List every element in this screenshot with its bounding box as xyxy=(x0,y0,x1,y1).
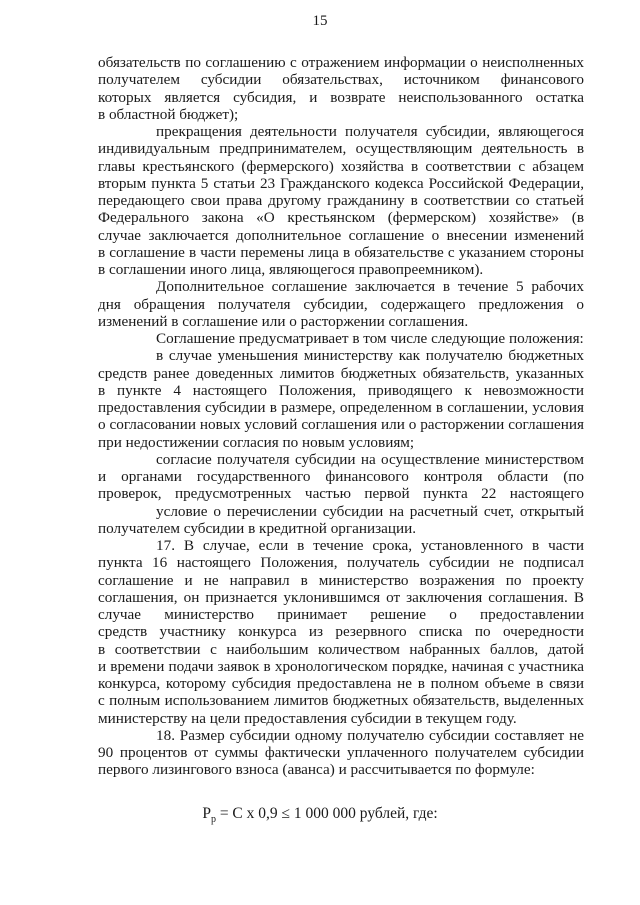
text-line: пункта 16 настоящего Положения, получатель субсидии не подписал xyxy=(98,554,584,572)
text-line: конкурса, которому субсидия предоставлена не в полном объеме в связи xyxy=(98,675,584,692)
subsidy-formula xyxy=(0,805,640,825)
text-line: 17. В случае, если в течение срока, установленного в части xyxy=(156,537,584,554)
paragraph xyxy=(98,451,584,503)
paragraph xyxy=(98,727,584,779)
text-line: министерству на цели предоставления субсидии в текущем году. xyxy=(98,709,517,727)
paragraph xyxy=(98,123,584,278)
text-line: случае министерство принимает решение о предоставлении xyxy=(98,606,584,623)
text-line: соглашения, он признается уклонившимся от заключения соглашения. В xyxy=(98,588,584,606)
page-number: 15 xyxy=(312,13,328,29)
text-line: соглашение и не направил в министерство возражения по проекту xyxy=(98,571,584,589)
text-line: главы крестьянского (фермерского) хозяйства в соответствии с абзацем xyxy=(98,157,584,175)
text-line: и времени подачи заявок в хронологическом порядке, начиная с участника xyxy=(98,657,584,675)
paragraph xyxy=(98,54,584,123)
text-line: которых является субсидия, и возврате неиспользованного остатка xyxy=(98,88,584,106)
text-line: получателем субсидии обязательствах, источником финансового xyxy=(98,71,584,89)
paragraph xyxy=(98,278,584,330)
text-line: средств участнику конкурса из резервного списка по очередности xyxy=(98,623,584,641)
text-line: условие о перечислении субсидии на расчетный счет, открытый xyxy=(156,502,584,520)
text-line: вторым пункта 5 статьи 23 Гражданского кодекса Российской Федерации, xyxy=(98,174,584,192)
text-line: предоставления субсидии в размере, определенном в соглашении, условия xyxy=(98,399,584,416)
text-line: дня обращения получателя субсидии, содержащего предложения о xyxy=(98,295,584,313)
text-line: изменений в соглашение или о расторжении соглашения. xyxy=(98,312,469,330)
text-line: согласие получателя субсидии на осуществление министерством xyxy=(156,450,584,468)
text-line: и органами государственного финансового контроля области (по xyxy=(98,468,584,485)
text-line: индивидуальным предпринимателем, осуществляющим деятельность в xyxy=(98,140,584,158)
text-line: Федерального закона «О крестьянском (фермерском) хозяйстве» (в xyxy=(98,209,584,227)
text-line: проверок, предусмотренных частью первой пункта 22 настоящего xyxy=(98,485,584,503)
document-body xyxy=(98,54,584,779)
text-line: случае заключается дополнительное соглашение о внесении изменений xyxy=(98,226,584,244)
text-line: в соответствии с наибольшим количеством набранных баллов, датой xyxy=(98,640,584,658)
text-line: средств ранее доведенных лимитов бюджетных обязательств, указанных xyxy=(98,364,584,382)
text-line: в соглашение в части перемены лица в обязательстве с указанием стороны xyxy=(98,243,584,261)
text-line: с полным использованием лимитов бюджетных обязательств, выделенных xyxy=(98,692,584,710)
text-line: в случае уменьшения министерству как получателю бюджетных xyxy=(156,347,584,365)
text-line: 18. Размер субсидии одному получателю субсидии составляет не xyxy=(156,726,584,744)
paragraph xyxy=(98,503,584,538)
formula-expression: = C x 0,9 ≤ 1 000 000 рублей, где: xyxy=(215,805,438,822)
formula-symbol: P xyxy=(202,805,211,822)
text-line: при недостижении согласия по новым условиям; xyxy=(98,433,415,451)
text-line: в соглашении иного лица, являющегося правопреемником). xyxy=(98,261,484,278)
paragraph xyxy=(98,537,584,727)
text-line: Соглашение предусматривает в том числе следующие положения: xyxy=(156,330,584,347)
text-line: обязательств по соглашению с отражением информации о неисполненных xyxy=(98,54,584,71)
formula-subscript: р xyxy=(210,814,216,826)
text-line: передающего свои права другому гражданину в соответствии со статьей xyxy=(98,192,584,209)
text-line: Дополнительное соглашение заключается в течение 5 рабочих xyxy=(156,278,584,296)
paragraph xyxy=(98,330,584,347)
text-line: в пункте 4 настоящего Положения, приводящего к невозможности xyxy=(98,381,584,399)
text-line: прекращения деятельности получателя субсидии, являющегося xyxy=(156,123,584,140)
text-line: о согласовании новых условий соглашения или о расторжении соглашения xyxy=(98,416,584,434)
text-line: получателем субсидии в кредитной организации. xyxy=(98,519,417,537)
paragraph xyxy=(98,347,584,451)
text-line: 90 процентов от суммы фактически уплаченного получателем субсидии xyxy=(98,744,584,761)
text-line: в областной бюджет); xyxy=(98,105,239,123)
text-line: первого лизингового взноса (аванса) и рассчитывается по формуле: xyxy=(98,761,535,779)
